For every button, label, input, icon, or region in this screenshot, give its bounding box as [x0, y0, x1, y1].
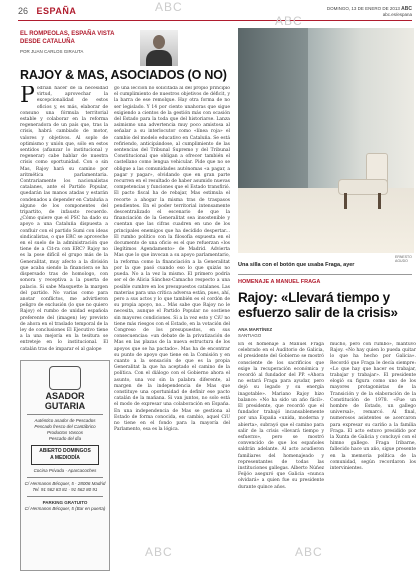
- drop-cap: P: [20, 86, 35, 108]
- page-header: [18, 6, 76, 16]
- byline-place: SANTIAGO: [238, 333, 262, 338]
- column-text-1: [20, 86, 108, 356]
- portrait-body: [146, 50, 172, 66]
- ad-divider: [27, 414, 103, 415]
- section-name: ESPAÑA: [36, 6, 77, 16]
- byline-name: ANA MARTÍNEZ: [238, 327, 273, 332]
- ad-phone: Tel. 91 562 83 81 · 91 562 80 91: [32, 487, 98, 492]
- ad-brand: GUTARIA: [44, 401, 86, 411]
- watermark: ABC: [155, 0, 183, 14]
- news-photo: [238, 28, 414, 253]
- ad-cuisine: Cocina Privada · Aparcacoches: [33, 468, 97, 473]
- photo-credit: ERNESTO AGUDO: [395, 255, 412, 263]
- story-text-2: [330, 342, 416, 569]
- watermark: ABC: [295, 545, 323, 559]
- ad-parking-sub: C/ Hermanos Bécquer, 5 (Bar en puerta): [24, 506, 106, 511]
- author-portrait: [140, 30, 178, 66]
- restaurant-ad: [20, 360, 110, 571]
- column-headline: RAJOY & MAS, ASOCIADOS (O NO): [20, 68, 227, 82]
- paper-name: ABC: [401, 6, 412, 12]
- story-text-1: [238, 342, 324, 569]
- ad-parking-title: PARKING GRATUITO: [42, 500, 88, 505]
- ad-divider: [27, 496, 103, 497]
- story-body-2: mucho, pero con rumbo», mantuvo Rajoy. «No hay quien lo pueda quitar lo que ha hecho por Galicia». Recordó que Fraga le decía siempre: «Lo que hay que hacer es trabajar, trabajar y trabajar». El presidente elogió su figura como uno de los mayores protagonistas de la Transición y de la elaboración de la Constitución de 1978. «Fue un hombre de Estado, un gallego universal», remarcó. Al final, numerosos asistentes se acercaron para expresar su cariño a la familia Fraga. El acto estuvo presidido por la Xunta de Galicia y concluyó con el himno gallego. Fraga Iribarne, fallecido hace un año, sigue presente en la memoria política de la comunidad, según recordaron los intervinientes.: [330, 342, 416, 472]
- column-text-2: [114, 86, 230, 569]
- story-kicker: HOMENAJE A MANUEL FRAGA: [238, 279, 321, 285]
- column-body-2: go una lección no solicitada al del propio principio el cumplimiento de nuestros objetivos de déficit, y la barra de ese remolque. Hay otra forma de no ser legislado. Y 14 por ciento unahoras que sigue exigiendo a cientos de la gestión más con ocasión del Estado para la toda que del historiarse. Lanza asimismo una advertencia muy poco amistosa al señalar a su interlocutor como «línea roja» el cambio del modelo educativo en Cataluña. Se está refiriendo, anticipándose, al cumplimiento de las sentencias del Tribunal Supremo y del Tribunal Constitucional que obligan a ofrecer también el castellano como lengua vehicular. Pide que no se obligue a las comunidades autónomas «a pagar, a pagar y pagar», olvidando que en gran parte recurren en el resultado de haber asumido nuevas competencias y funciones que el Estado transfirió. El pacto fiscal ha de rebajar, Mas estimula el recorte a ahogar la misma tras de traspasos pendientes. En el poder territorial intensamente descentralizado el escenario de que la financiación de la Generalitat sea insostenible y cuentan que las cifras cuadren en uno de los principales enemigos que ha decidido despertar... El rumbo político con la filosofía expuesta en el documento de una oficio es el que refuerzan «los ilegítimos Agendamento» de Madrid. Advierta Mas que lo que invocan a su apoyo parlamentario, la reforma como la financiación a la Generalitat por la que pasó cuando eso lo que quizás no pueda. No a la vez la mismo. El primero podría ser el de Alicia Sánchez-Camacho respecto a una posible cumbre en los presupuestos catalanes. Las materias para una crítica adversa están, pues, ahí, pero a sus actos y lo que también es el cordón de su propia apoyo, no... Más sabe que Rajoy no le necesita, aunque el Partido Popular no sostiene sin mayores condiciones. Si a la vez esto y CiU no tiene más riesgos con el Estado, en la votación del Congreso de los presupuestos, en sus consecuencias: «un debate de la privatización de Mas en las plazas de la nueva estructura de los apoyos que se ha pactado». Mas ha de encontrar su punto de apoyo que tiene en la Comisión y en cuanto a la sensación de que es la propia Generalitat la que ha aceptado el camino de la política. Con el diálogo con el Gobierno ahora el asunto, una voz sin la palabra diferente, al margen de la independencia de Mas que constituye una oportunidad de definir ese pacto catalán de la mañana. Si van juntos, no solo está el modo de expresar una colaboración en España. En una independencia de Mas se gestiona al Estado de forma conocida, en cambio, aquel CiU no tiene en el fondo para la mayoría del Parlamento, esa es la lógica.: [114, 86, 230, 433]
- ad-open-line: A MEDIODÍA: [50, 455, 80, 461]
- ad-logo-icon: [49, 366, 81, 390]
- column-body-1: odrían hacer de la necesidad virtud, aprovechar la excepcionalidad de estos oficios y, es más, elaborar de consuno una fórmula territorial estable y colaborar en la reforma regeneradora de un país que, tras la crisis, habrá cambiado de motor, valores y objetivos. Al soplo de optimismo y unión que, sólo en estos sentidos (afianzar lo institucional y regenerar) cabe hablar de nuestra crisis como oportunidad. Con o sin Mas, Rajoy hará su camino por aritmética parlamentaria. Contrariamente los nacionalistas catalanes, ante el Partido Popular, quedarán las manos atadas y estarán condenados a depender en Cataluña a alguno de los componentes del tripartito, de infausto recuerdo. ¿Cómo quiere que el PSC ha dado su apoyo a una Cataluña dispuesta a confluir con el partido Sumi con ideas sindicalistas, o que ERC se aproveche en el suelo de la administración que tiene de a Cit-ra con ERC? Rajoy no es la pose difícil el grupo más de la Generalitat, muy afecto a la división que acaba siendo la financiera se ha dispersado tras de homologo, con sonora y receptiva a la puerta de palacio. Si sabe Masquette la margen del partido. No varias como para anotar conflictos, me advirtieron peligro de exclusión (lo que no quiero Rajoy) el rumbo de unidad española preferente del (imagen) ley previsto de ahora en el traslado temporal de la ley de conclusiones El Ejecutivo tiene a la una mejoría en la tesitura se entreteje en lo institucional. El catalán tras de imparar el al galope: [20, 86, 108, 352]
- portrait-head: [153, 35, 165, 49]
- story-byline: [238, 327, 272, 339]
- section-rule: [238, 274, 412, 275]
- story-body-1: En el homenaje a Manuel Fraga celebrado en el Auditorio de Galicia, el presidente del Gobierno se mostró consciente de los sacrificios que exige la recuperación económica y recordó al fundador del PP. «Ahora no estará Fraga para ayudar, pero dejó su legado y su energía inagotable». Mariano Rajoy hizo balance: «No ha sido un año fácil». El presidente, que recordó que el fundador trabajó incansablemente por una España «unida, moderna y abierta», subrayó que el camino para salir de la crisis «llevará tiempo y esfuerzo», pero se mostró convencido de que los españoles saldrán adelante. Al acto acudieron familiares del homenajeado y representantes de todas las instituciones gallegas. Alberto Núñez Feijóo aseguró que Galicia «nunca olvidará» a quien fue su presidente durante quince años.: [238, 342, 324, 490]
- column-kicker: [20, 30, 130, 46]
- column-byline: POR JUAN CARLOS GIRAUTA: [20, 49, 84, 54]
- watermark: ABC: [145, 545, 173, 559]
- ad-tagline: Auténtico asador de Pescados: [34, 418, 96, 423]
- page-number: 26: [18, 6, 29, 16]
- ad-address: C/ Hermanos Bécquer, 5 · 28006 Madrid: [24, 481, 106, 486]
- ad-open-line: ABIERTO DOMINGOS: [39, 448, 91, 454]
- kicker-line: EL ROMPEOLAS, ESPAÑA VISTA: [20, 31, 115, 37]
- ad-brand: ASADOR: [45, 391, 85, 401]
- kicker-line: DESDE CATALUÑA: [20, 39, 75, 45]
- photo-floor: [238, 188, 414, 253]
- ad-open-box: [31, 445, 99, 465]
- ad-tagline: Productos Vascos: [46, 430, 84, 435]
- ad-divider: [27, 477, 103, 478]
- issue-date: DOMINGO, 13 DE ENERO DE 2013: [326, 6, 400, 11]
- chair-leg: [378, 193, 381, 209]
- ad-tagline: Pescado del día: [48, 436, 82, 441]
- watermark: ABC: [275, 14, 303, 28]
- story-headline: Rajoy: «Llevará tiempo y esfuerzo salir de la crisis»: [238, 290, 398, 320]
- ad-tagline: Pescado fresco del Cantábrico: [34, 424, 96, 429]
- page-header-right: [327, 6, 412, 18]
- chair-leg: [344, 193, 347, 209]
- chair-image: [338, 153, 386, 209]
- photo-caption: Una silla con el botón que usaba Fraga, ayer: [238, 262, 355, 268]
- header-rule: [18, 20, 412, 21]
- site-url: abc.es/espana: [382, 12, 412, 17]
